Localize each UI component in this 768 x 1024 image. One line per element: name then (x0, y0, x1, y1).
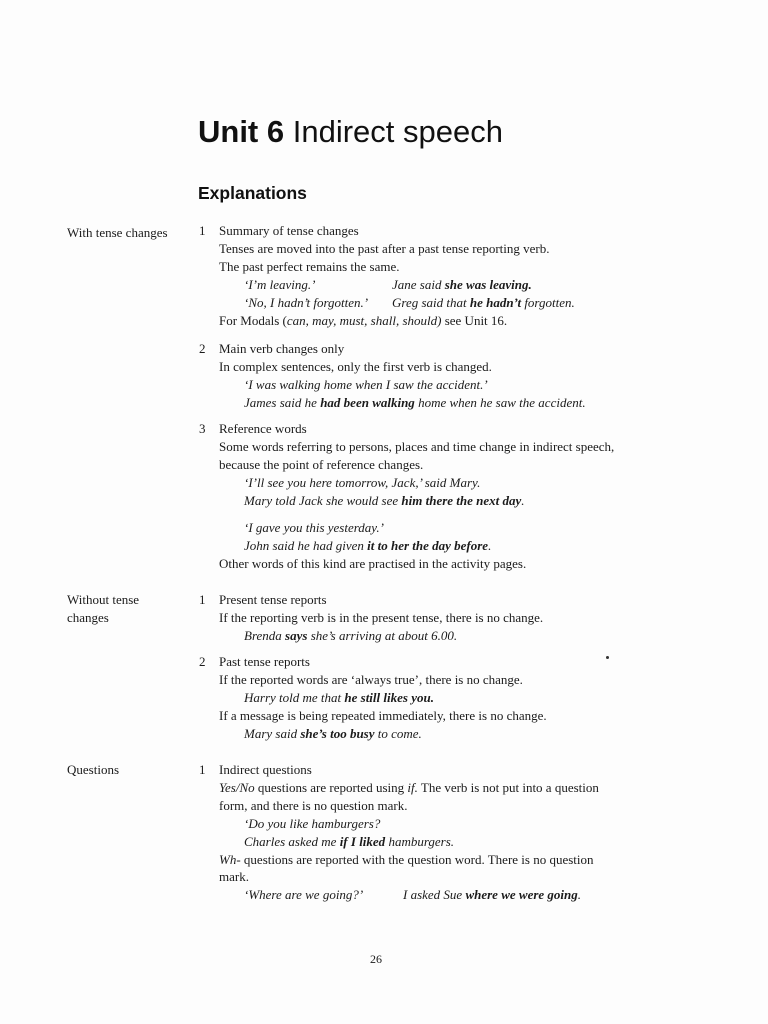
item-heading: Reference words (219, 421, 307, 436)
example-quote: ‘No, I hadn’t forgotten.’ (244, 295, 369, 310)
item-heading: Main verb changes only (219, 341, 345, 356)
text-line: Yes/No questions are reported using if. The verb is not put into a question (219, 780, 599, 795)
example-report: Greg said that he hadn’t forgotten. (392, 295, 575, 310)
stray-mark (606, 656, 609, 659)
item-number: 1 (199, 762, 206, 777)
text-line: If the reporting verb is in the present tense, there is no change. (219, 610, 544, 625)
item-number: 1 (199, 223, 206, 238)
page-number: 26 (370, 952, 382, 966)
text-line: If a message is being repeated immediately, there is no change. (219, 708, 547, 723)
text-line: For Modals (can, may, must, shall, should) see Unit 16. (219, 313, 508, 328)
text-line: form, and there is no question mark. (219, 798, 408, 813)
example-report: Harry told me that he still likes you. (244, 690, 434, 705)
example-report: Charles asked me if I liked hamburgers. (244, 834, 455, 849)
example-report: James said he had been walking home when he saw the accident. (244, 395, 586, 410)
item-heading: Indirect questions (219, 762, 312, 777)
page-title: Unit 6 Indirect speech (198, 114, 503, 149)
example-quote: ‘I’ll see you here tomorrow, Jack,’ said Mary. (244, 475, 481, 490)
text-line: Other words of this kind are practised in the activity pages. (219, 556, 527, 571)
text-line: In complex sentences, only the first verb is changed. (219, 359, 492, 374)
example-report: Mary said she’s too busy to come. (244, 726, 422, 741)
example-quote: ‘Where are we going?’ (244, 887, 364, 902)
item-number: 2 (199, 654, 206, 669)
example-report: Mary told Jack she would see him there the next day. (244, 493, 525, 508)
side-label-with-tense: With tense changes (67, 225, 168, 240)
example-report: John said he had given it to her the day before. (244, 538, 492, 553)
text-line: Some words referring to persons, places and time change in indirect speech, (219, 439, 615, 454)
text-line: Wh- questions are reported with the question word. There is no question (219, 852, 594, 867)
item-heading: Past tense reports (219, 654, 310, 669)
section-heading: Explanations (198, 183, 307, 203)
example-quote: ‘I’m leaving.’ (244, 277, 316, 292)
item-number: 3 (199, 421, 206, 436)
example-report: Jane said she was leaving. (392, 277, 532, 292)
text-line: If the reported words are ‘always true’, there is no change. (219, 672, 523, 687)
example-quote: ‘I gave you this yesterday.’ (244, 520, 384, 535)
example-report: Brenda says she’s arriving at about 6.00. (244, 628, 458, 643)
example-report: I asked Sue where we were going. (403, 887, 582, 902)
example-quote: ‘Do you like hamburgers? (244, 816, 381, 831)
item-heading: Present tense reports (219, 592, 327, 607)
text-line: Tenses are moved into the past after a past tense reporting verb. (219, 241, 550, 256)
item-heading: Summary of tense changes (219, 223, 359, 238)
item-number: 1 (199, 592, 206, 607)
side-label-without-tense: Without tense changes (67, 592, 140, 625)
side-label-questions: Questions (67, 762, 119, 777)
text-line: The past perfect remains the same. (219, 259, 400, 274)
text-line: mark. (219, 869, 249, 884)
text-line: because the point of reference changes. (219, 457, 424, 472)
item-number: 2 (199, 341, 206, 356)
example-quote: ‘I was walking home when I saw the accident.’ (244, 377, 488, 392)
